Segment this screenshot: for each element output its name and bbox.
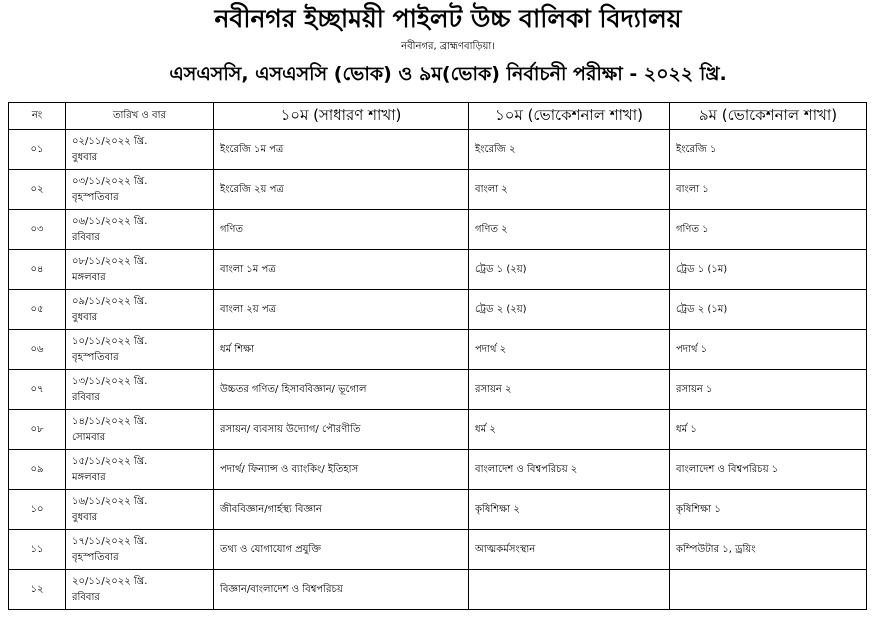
subject-class10-vocational: পদার্থ ২ <box>469 330 670 370</box>
exam-day: বৃহস্পতিবার <box>72 191 119 203</box>
exam-date: ১৬/১১/২০২২ খ্রি. <box>72 495 148 507</box>
exam-day: বুধবার <box>72 311 98 323</box>
table-row <box>9 410 867 450</box>
serial-cell: ০১ <box>9 130 66 170</box>
subject-class10-general: বাংলা ২য় পত্র <box>214 290 469 330</box>
subject-class10-general: উচ্চতর গণিত/ হিসাববিজ্ঞান/ ভূগোল <box>214 370 469 410</box>
table-row <box>9 210 867 250</box>
exam-day: বৃহস্পতিবার <box>72 551 119 563</box>
subject-class10-general: জীববিজ্ঞান/গার্হস্থ্য বিজ্ঞান <box>214 490 469 530</box>
table-row <box>9 250 867 290</box>
subject-class10-vocational: ট্রেড ১ (২য়) <box>469 250 670 290</box>
exam-day: বৃহস্পতিবার <box>72 351 119 363</box>
subject-class10-general: পদার্থ/ ফিন্যান্স ও ব্যাংকিং/ ইতিহাস <box>214 450 469 490</box>
subject-class9-vocational: রসায়ন ১ <box>670 370 867 410</box>
date-day-cell <box>66 450 214 490</box>
exam-date: ০২/১১/২০২২ খ্রি. <box>72 135 148 147</box>
subject-class9-vocational: পদার্থ ১ <box>670 330 867 370</box>
subject-class9-vocational: ইংরেজি ১ <box>670 130 867 170</box>
subject-class9-vocational: বাংলা ১ <box>670 170 867 210</box>
exam-day: রবিবার <box>72 391 100 403</box>
subject-class10-general: রসায়ন/ ব্যবসায় উদ্যোগ/ পৌরণীতি <box>214 410 469 450</box>
subject-class9-vocational: কম্পিউটার ১, ড্রয়িং <box>670 530 867 570</box>
exam-day: রবিবার <box>72 231 100 243</box>
subject-class10-vocational: ধর্ম ২ <box>469 410 670 450</box>
table-row <box>9 170 867 210</box>
date-day-cell <box>66 330 214 370</box>
serial-cell: ০৬ <box>9 330 66 370</box>
date-day-cell <box>66 210 214 250</box>
table-row <box>9 570 867 610</box>
serial-cell: ০৪ <box>9 250 66 290</box>
exam-date: ১৪/১১/২০২২ খ্রি. <box>72 415 148 427</box>
serial-cell: ০৯ <box>9 450 66 490</box>
exam-schedule-table <box>8 102 867 610</box>
exam-day: রবিবার <box>72 591 100 603</box>
school-name: নবীনগর ইচ্ছাময়ী পাইলট উচ্চ বালিকা বিদ্যালয় <box>214 4 682 33</box>
table-header-row <box>9 103 867 130</box>
subject-class9-vocational: বাংলাদেশ ও বিশ্বপরিচয় ১ <box>670 450 867 490</box>
exam-title: এসএসসি, এসএসসি (ভোক) ও ৯ম(ভোক) নির্বাচনী পরীক্ষা - ২০২২ খ্রি. <box>169 63 727 85</box>
school-address: নবীনগর, ব্রাহ্মণবাড়িয়া। <box>401 41 495 52</box>
exam-day: মঙ্গলবার <box>72 471 106 483</box>
exam-date: ১০/১১/২০২২ খ্রি. <box>72 335 148 347</box>
subject-class9-vocational: ধর্ম ১ <box>670 410 867 450</box>
subject-class9-vocational: গণিত ১ <box>670 210 867 250</box>
table-row <box>9 130 867 170</box>
date-day-cell <box>66 490 214 530</box>
table-row <box>9 530 867 570</box>
date-day-cell <box>66 370 214 410</box>
subject-class10-vocational <box>469 570 670 610</box>
subject-class10-vocational: কৃষিশিক্ষা ২ <box>469 490 670 530</box>
subject-class10-vocational: ট্রেড ২ (২য়) <box>469 290 670 330</box>
column-header-date-day: তারিখ ও বার <box>66 103 214 130</box>
subject-class9-vocational: ট্রেড ২ (১ম) <box>670 290 867 330</box>
subject-class9-vocational <box>670 570 867 610</box>
serial-cell: ১০ <box>9 490 66 530</box>
column-header-class10-general: ১০ম (সাধারণ শাখা) <box>214 103 469 130</box>
subject-class10-general: বিজ্ঞান/বাংলাদেশ ও বিশ্বপরিচয় <box>214 570 469 610</box>
subject-class10-vocational: রসায়ন ২ <box>469 370 670 410</box>
exam-date: ০৯/১১/২০২২ খ্রি. <box>72 295 148 307</box>
exam-date: ০৩/১১/২০২২ খ্রি. <box>72 175 148 187</box>
table-row <box>9 290 867 330</box>
column-header-class10-vocational: ১০ম (ভোকেশনাল শাখা) <box>469 103 670 130</box>
exam-day: সোমবার <box>72 431 106 443</box>
exam-date: ১৩/১১/২০২২ খ্রি. <box>72 375 148 387</box>
serial-cell: ০৭ <box>9 370 66 410</box>
serial-cell: ০৫ <box>9 290 66 330</box>
column-header-serial: নং <box>9 103 66 130</box>
date-day-cell <box>66 130 214 170</box>
date-day-cell <box>66 250 214 290</box>
subject-class10-general: ইংরেজি ১ম পত্র <box>214 130 469 170</box>
serial-cell: ০৩ <box>9 210 66 250</box>
column-header-class9-vocational: ৯ম (ভোকেশনাল শাখা) <box>670 103 867 130</box>
exam-day: মঙ্গলবার <box>72 271 106 283</box>
subject-class10-vocational: গণিত ২ <box>469 210 670 250</box>
date-day-cell <box>66 290 214 330</box>
serial-cell: ১১ <box>9 530 66 570</box>
exam-date: ১৫/১১/২০২২ খ্রি. <box>72 455 148 467</box>
date-day-cell <box>66 170 214 210</box>
serial-cell: ০৮ <box>9 410 66 450</box>
table-row <box>9 490 867 530</box>
serial-cell: ১২ <box>9 570 66 610</box>
date-day-cell <box>66 530 214 570</box>
subject-class10-general: ইংরেজি ২য় পত্র <box>214 170 469 210</box>
subject-class9-vocational: ট্রেড ১ (১ম) <box>670 250 867 290</box>
table-row <box>9 450 867 490</box>
subject-class10-vocational: ইংরেজি ২ <box>469 130 670 170</box>
exam-date: ০৬/১১/২০২২ খ্রি. <box>72 215 148 227</box>
subject-class9-vocational: কৃষিশিক্ষা ১ <box>670 490 867 530</box>
exam-date: ১৭/১১/২০২২ খ্রি. <box>72 535 148 547</box>
subject-class10-general: তথ্য ও যোগাযোগ প্রযুক্তি <box>214 530 469 570</box>
subject-class10-vocational: আত্মকর্মসংস্থান <box>469 530 670 570</box>
date-day-cell <box>66 410 214 450</box>
exam-date: ০৮/১১/২০২২ খ্রি. <box>72 255 148 267</box>
date-day-cell <box>66 570 214 610</box>
subject-class10-vocational: বাংলা ২ <box>469 170 670 210</box>
subject-class10-general: গণিত <box>214 210 469 250</box>
exam-day: বুধবার <box>72 151 98 163</box>
subject-class10-general: বাংলা ১ম পত্র <box>214 250 469 290</box>
subject-class10-general: ধর্ম শিক্ষা <box>214 330 469 370</box>
serial-cell: ০২ <box>9 170 66 210</box>
exam-day: বুধবার <box>72 511 98 523</box>
subject-class10-vocational: বাংলাদেশ ও বিশ্বপরিচয় ২ <box>469 450 670 490</box>
table-row <box>9 330 867 370</box>
table-row <box>9 370 867 410</box>
exam-date: ২০/১১/২০২২ খ্রি. <box>72 575 148 587</box>
